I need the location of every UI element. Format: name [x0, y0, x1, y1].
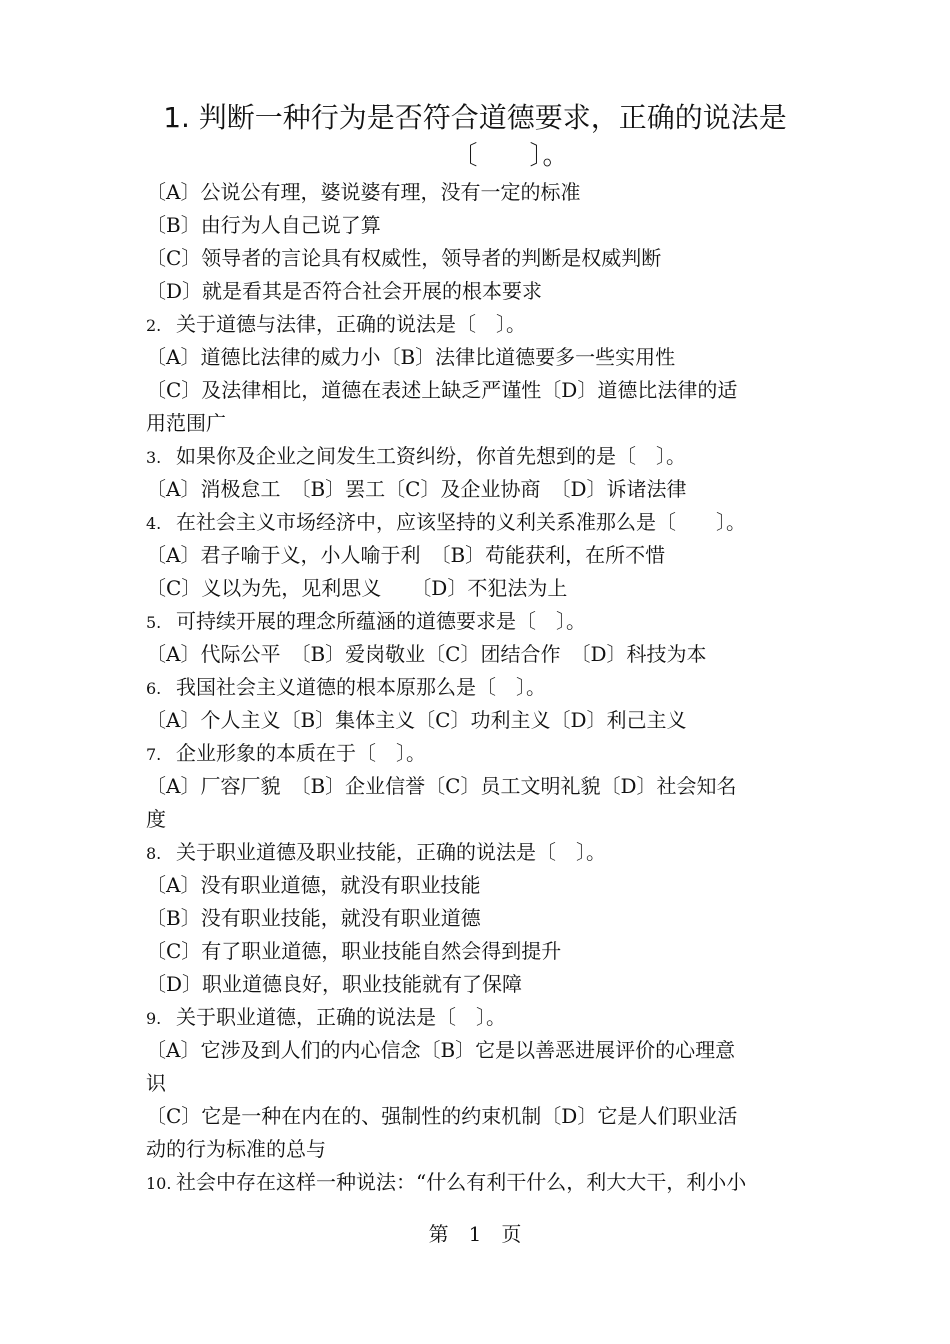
question-number: 10.	[146, 1174, 172, 1193]
title-line-2: 〔 〕。	[451, 141, 569, 171]
option-line	[146, 572, 816, 605]
option-text: 〔B〕由行为人自己说了算	[146, 213, 381, 237]
option-text: 〔C〕领导者的言论具有权威性，领导者的判断是权威判断	[146, 246, 662, 270]
option-line	[146, 770, 816, 803]
option-text: 〔C〕有了职业道德，职业技能自然会得到提升	[146, 939, 562, 963]
option-line	[146, 1067, 816, 1100]
option-text: 〔C〕义以为先，见利思义 〔D〕不犯法为上	[146, 576, 568, 600]
question-number: 7.	[146, 745, 162, 764]
option-text: 〔A〕消极怠工 〔B〕罢工〔C〕及企业协商 〔D〕诉诸法律	[146, 477, 687, 501]
option-line	[146, 539, 816, 572]
option-line	[146, 1034, 816, 1067]
option-line	[146, 341, 816, 374]
question-line	[146, 836, 816, 869]
question-text: 我国社会主义道德的根本原那么是〔 〕。	[176, 675, 546, 699]
option-line	[146, 638, 816, 671]
option-text: 〔A〕公说公有理，婆说婆有理，没有一定的标准	[146, 180, 581, 204]
option-line	[146, 968, 816, 1001]
option-text: 动的行为标准的总与	[146, 1137, 326, 1161]
question-1-title	[0, 98, 950, 174]
question-number: 3.	[146, 448, 162, 467]
option-text: 〔C〕它是一种在内在的、强制性的约束机制〔D〕它是人们职业活	[146, 1104, 738, 1128]
option-line	[146, 407, 816, 440]
question-line	[146, 671, 816, 704]
question-text: 关于职业道德及职业技能，正确的说法是〔 〕。	[176, 840, 606, 864]
option-text: 〔A〕厂容厂貌 〔B〕企业信誉〔C〕员工文明礼貌〔D〕社会知名	[146, 774, 737, 798]
option-text: 〔A〕代际公平 〔B〕爱岗敬业〔C〕团结合作 〔D〕科技为本	[146, 642, 707, 666]
question-line	[146, 737, 816, 770]
option-text: 〔A〕个人主义〔B〕集体主义〔C〕功利主义〔D〕利己主义	[146, 708, 687, 732]
option-line	[146, 1100, 816, 1133]
option-text: 〔C〕及法律相比，道德在表述上缺乏严谨性〔D〕道德比法律的适	[146, 378, 738, 402]
question-text: 社会中存在这样一种说法：“什么有利干什么，利大大干，利小小	[176, 1170, 747, 1194]
option-text: 识	[146, 1071, 166, 1095]
option-text: 〔A〕它涉及到人们的内心信念〔B〕它是以善恶进展评价的心理意	[146, 1038, 736, 1062]
option-line	[146, 209, 816, 242]
option-text: 度	[146, 807, 166, 831]
question-line	[146, 1001, 816, 1034]
option-text: 〔A〕没有职业道德，就没有职业技能	[146, 873, 481, 897]
option-line	[146, 902, 816, 935]
question-list	[146, 176, 816, 1199]
option-text: 〔A〕道德比法律的威力小〔B〕法律比道德要多一些实用性	[146, 345, 676, 369]
option-text: 〔D〕就是看其是否符合社会开展的根本要求	[146, 279, 543, 303]
question-line	[146, 1166, 816, 1199]
question-text: 关于职业道德，正确的说法是〔 〕。	[176, 1005, 506, 1029]
option-text: 〔A〕君子喻于义，小人喻于利 〔B〕苟能获利，在所不惜	[146, 543, 666, 567]
question-text: 企业形象的本质在于〔 〕。	[176, 741, 426, 765]
question-text: 关于道德与法律，正确的说法是〔 〕。	[176, 312, 526, 336]
option-line	[146, 1133, 816, 1166]
option-line	[146, 869, 816, 902]
question-line	[146, 440, 816, 473]
option-text: 用范围广	[146, 411, 226, 435]
question-number: 5.	[146, 613, 162, 632]
question-number: 2.	[146, 316, 162, 335]
question-line	[146, 308, 816, 341]
option-line	[146, 803, 816, 836]
question-number: 6.	[146, 679, 162, 698]
page-footer: 第 1 页	[428, 1222, 522, 1246]
option-line	[146, 473, 816, 506]
question-number: 4.	[146, 514, 162, 533]
option-text: 〔D〕职业道德良好，职业技能就有了保障	[146, 972, 523, 996]
question-text: 可持续开展的理念所蕴涵的道德要求是〔 〕。	[176, 609, 586, 633]
option-line	[146, 704, 816, 737]
question-line	[146, 506, 816, 539]
option-line	[146, 275, 816, 308]
question-line	[146, 605, 816, 638]
option-line	[146, 176, 816, 209]
option-line	[146, 935, 816, 968]
option-line	[146, 374, 816, 407]
title-line-1: 1. 判断一种行为是否符合道德要求，正确的说法是	[163, 101, 787, 134]
question-text: 如果你及企业之间发生工资纠纷，你首先想到的是〔 〕。	[176, 444, 686, 468]
option-line	[146, 242, 816, 275]
option-text: 〔B〕没有职业技能，就没有职业道德	[146, 906, 481, 930]
question-number: 9.	[146, 1009, 162, 1028]
question-number: 8.	[146, 844, 162, 863]
question-text: 在社会主义市场经济中，应该坚持的义利关系准那么是〔 〕。	[176, 510, 746, 534]
